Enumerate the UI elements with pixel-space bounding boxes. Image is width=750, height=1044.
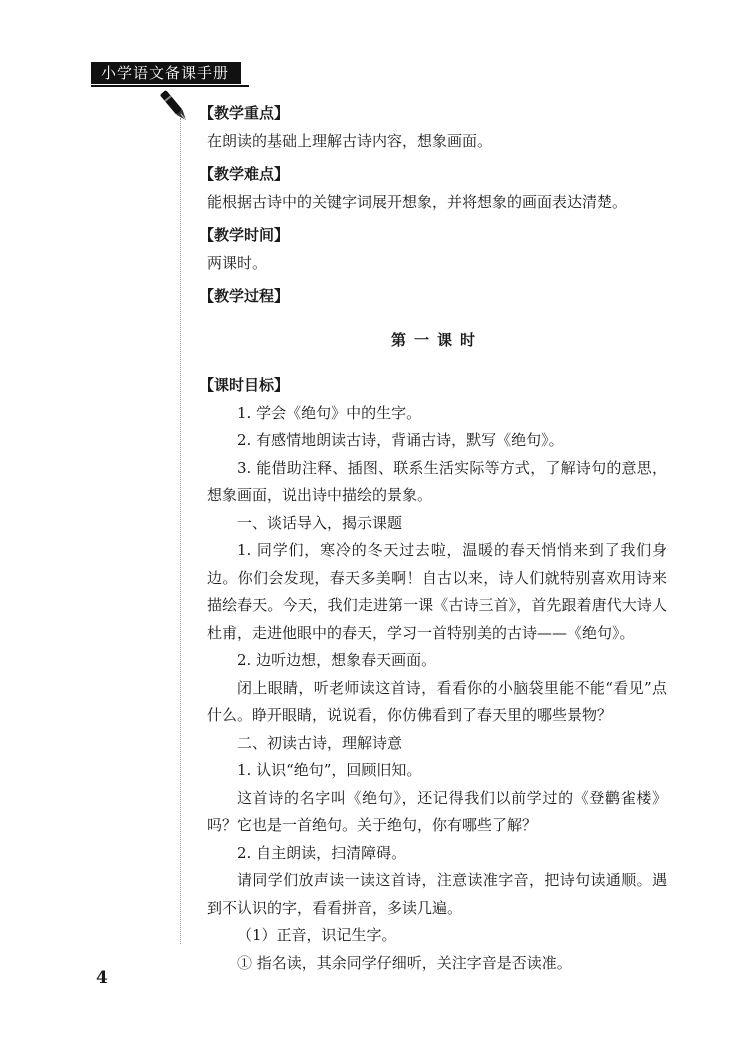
body-paragraph: 2. 自主朗读，扫清障碍。 [237,843,407,862]
body-paragraph: 请同学们放声读一读这首诗，注意读准字音，把诗句读通顺。遇到不认识的字，看看拼音，多读几遍。 [207,871,667,917]
section-heading-focus: 【教学重点】 [199,104,290,122]
book-title-label: 小学语文备课手册 [91,62,241,84]
body-paragraph: 闭上眼睛，听老师读这首诗，看看你的小脑袋里能不能“看见”点什么。睁开眼睛，说说看，你仿佛看到了春天里的哪些景物？ [207,678,667,724]
body-paragraph: 一、谈话导入，揭示课题 [237,513,403,532]
body-paragraph: 1. 认识“绝句”，回顾旧知。 [237,761,422,779]
section-heading-time: 【教学时间】 [199,226,290,244]
body-paragraph: 2. 边听边想，想象春天画面。 [237,651,437,669]
margin-dotted-line [180,118,181,944]
body-paragraph: 1. 同学们，寒冷的冬天过去啦，温暖的春天悄悄来到了我们身边。你们会发现，春天多美啊！自古以来，诗人们就特别喜欢用诗来描绘春天。今天，我们走进第一课《古诗三首》，首先跟着唐代大诗人杜甫，走进他眼中的春天，学习一首特别美的古诗——《绝句》。 [207,541,667,642]
goal-item: 3. 能借助注释、插图、联系生活实际等方式，了解诗句的意思，想象画面，说出诗中描绘的景象。 [207,458,667,504]
goals-heading: 【课时目标】 [199,376,290,394]
page-number: 4 [96,968,108,988]
section-text-time: 两课时。 [207,253,268,272]
page-content [199,100,667,977]
lesson-title: 第一课时 [390,330,483,349]
section-text-difficulty: 能根据古诗中的关键字词展开想象，并将想象的画面表达清楚。 [207,192,628,211]
goal-item: 2. 有感情地朗读古诗，背诵古诗，默写《绝句》。 [237,431,564,449]
body-paragraph: 这首诗的名字叫《绝句》，还记得我们以前学过的《登鹳雀楼》吗？它也是一首绝句。关于绝句，你有哪些了解？ [207,788,667,834]
section-text-focus: 在朗读的基础上理解古诗内容，想象画面。 [207,131,493,150]
body-paragraph: （1）正音，识记生字。 [237,926,397,944]
section-heading-process: 【教学过程】 [199,287,290,305]
body-paragraph: 二、初读古诗，理解诗意 [237,733,403,752]
body-paragraph: ① 指名读，其余同学仔细听，关注字音是否读准。 [237,953,572,972]
goal-item: 1. 学会《绝句》中的生字。 [237,403,422,422]
section-heading-difficulty: 【教学难点】 [199,165,290,183]
pen-icon [160,86,190,128]
